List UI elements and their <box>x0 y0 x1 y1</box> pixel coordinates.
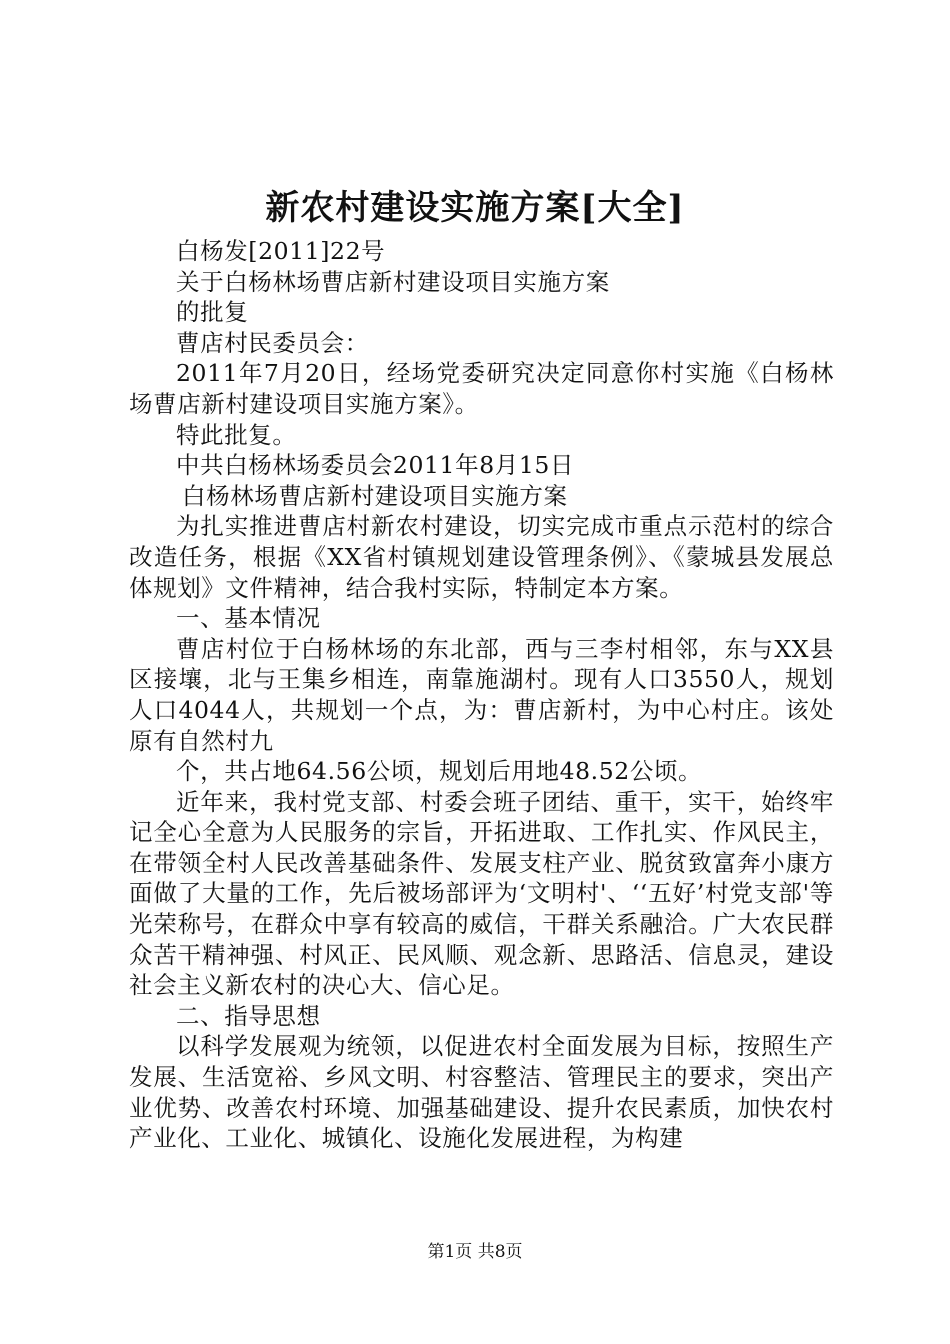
basic-situation-continuation: 个，共占地64.56公顷，规划后用地48.52公顷。 <box>176 757 703 786</box>
reply-closing: 特此批复。 <box>176 420 297 449</box>
page-number: 第1页 共8页 <box>427 1242 523 1262</box>
issuer-and-date: 中共白杨林场委员会2011年8月15日 <box>176 451 575 480</box>
reply-title-line-2: 的批复 <box>176 298 249 327</box>
document-body <box>129 236 834 1154</box>
guiding-ideology-paragraph: 以科学发展观为统领，以促进农村全面发展为目标，按照生产发展、生活宽裕、乡风文明、村容整洁、管理民主的要求，突出产业优势、改善农村环境、加强基础建设、提升农民素质，加快农村产业化、工业化、城镇化、设施化发展进程，为构建 <box>129 1032 834 1153</box>
section-heading-basic-situation: 一、基本情况 <box>176 604 321 633</box>
plan-subtitle: 白杨林场曹店新村建设项目实施方案 <box>182 481 568 510</box>
addressee: 曹店村民委员会： <box>176 328 369 357</box>
section-heading-guiding-ideology: 二、指导思想 <box>176 1001 321 1030</box>
document-number: 白杨发[2011]22号 <box>176 237 386 265</box>
reply-body: 2011年7月20日，经场党委研究决定同意你村实施《白杨林场曹店新村建设项目实施方案》。 <box>129 359 834 418</box>
plan-intro-paragraph: 为扎实推进曹店村新农村建设，切实完成市重点示范村的综合改造任务，根据《XX省村镇规划建设管理条例》、《蒙城县发展总体规划》文件精神，结合我村实际，特制定本方案。 <box>129 512 834 602</box>
basic-situation-paragraph: 曹店村位于白杨林场的东北部，西与三李村相邻，东与XX县区接壤，北与王集乡相连，南靠施湖村。现有人口3550人，规划人口4044人，共规划一个点，为：曹店新村，为中心村庄。该处原有自然村九 <box>129 634 834 755</box>
recent-years-paragraph: 近年来，我村党支部、村委会班子团结、重干，实干，始终牢记全心全意为人民服务的宗旨，开拓进取、工作扎实、作风民主，在带领全村人民改善基础条件、发展支柱产业、脱贫致富奔小康方面做了大量的工作，先后被场部评为‘文明村'、‘‘五好’村党支部'等光荣称号，在群众中享有较高的威信，干群关系融洽。广大农民群众苦干精神强、村风正、民风顺、观念新、思路活、信息灵，建设社会主义新农村的决心大、信心足。 <box>129 787 834 1000</box>
reply-title-line-1: 关于白杨林场曹店新村建设项目实施方案 <box>176 267 610 296</box>
document-title: 新农村建设实施方案[大全] <box>265 188 685 228</box>
